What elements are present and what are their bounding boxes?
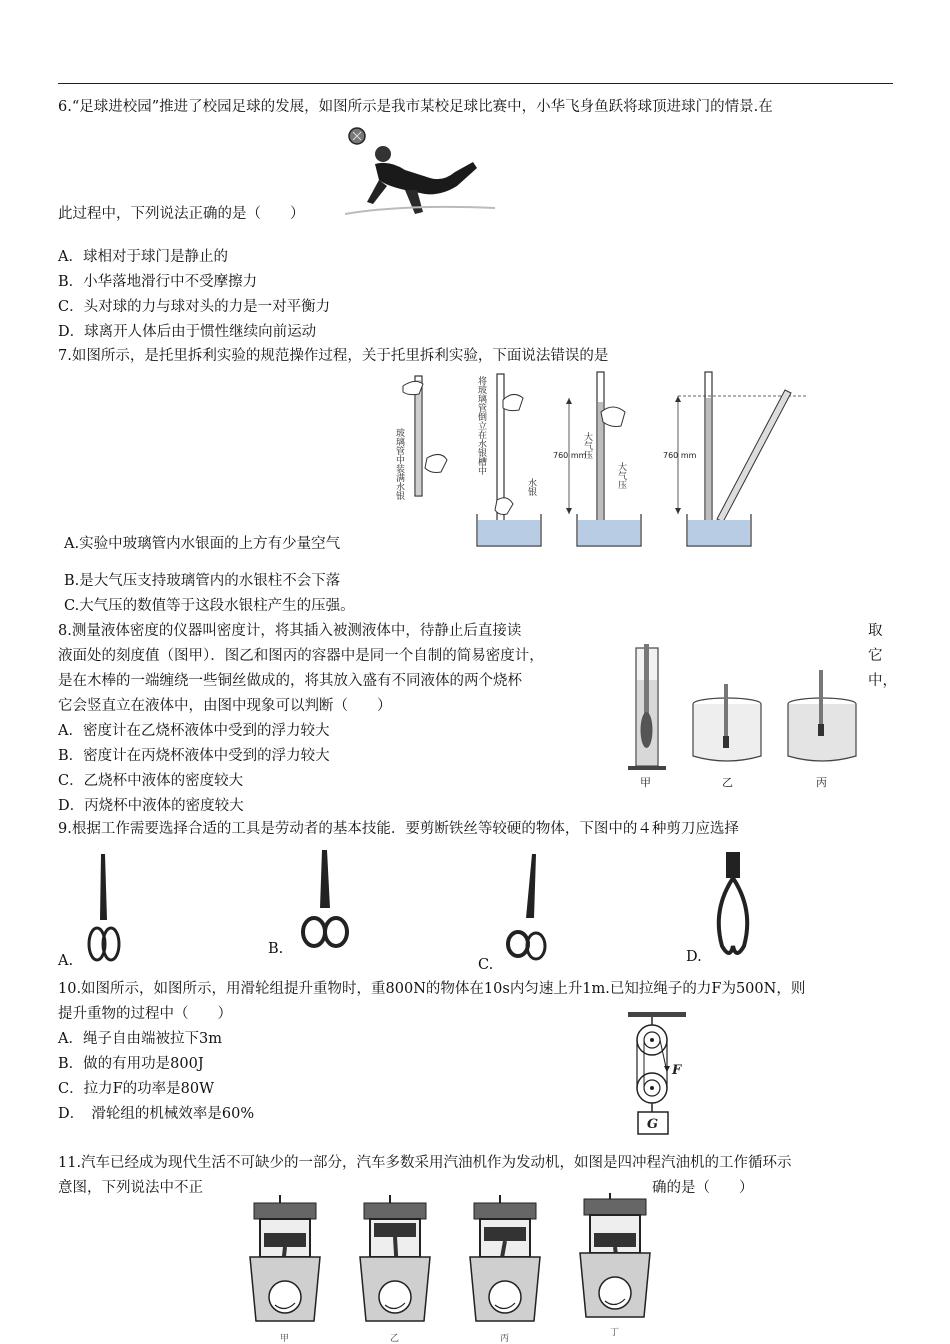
q7-label-mercury: 水银 [526,478,536,496]
q8-label-jia: 甲 [640,776,651,789]
q10-label-weight: G [647,1117,659,1132]
q7-label-760b: 760 mm [663,451,697,460]
q9-scissors-d-figure [710,850,756,962]
q7-stem: 7.如图所示，是托里拆利实验的规范操作过程，关于托里拆利实验，下面说法错误的是 [58,348,609,364]
q6-option-b: B．小华落地滑行中不受摩擦力 [58,274,258,290]
q10-label-force: F [672,1063,682,1078]
q9-stem: 9.根据工作需要选择合适的工具是劳动者的基本技能．要剪断铁丝等较硬的物体，下图中的４种剪刀应选择 [58,821,739,837]
q8-label-bing: 丙 [816,776,827,789]
q10-option-a: A．绳子自由端被拉下3m [58,1031,222,1047]
q6-option-d: D．球离开人体后由于惯性继续向前运动 [58,324,317,340]
q8-option-b: B．密度计在丙烧杯液体中受到的浮力较大 [58,748,330,764]
q9-scissors-a-figure [86,850,122,966]
q8-stem-line2: 液面处的刻度值（图甲）．图乙和图丙的容器中是同一个自制的简易密度计， [58,648,544,664]
q9-label-c[interactable]: C. [478,957,494,973]
q11-label-ding: 丁 [610,1328,620,1338]
q6-stem-line2: 此过程中，下列说法正确的是（ ） [58,206,305,222]
q11-label-yi: 乙 [390,1334,400,1343]
q8-option-c: C．乙烧杯中液体的密度较大 [58,773,244,789]
q6-stem-line1: 6.“足球进校园”推进了校园足球的发展，如图所示是我市某校足球比赛中，小华飞身鱼跃将球顶进球门的情景.在 [58,99,773,115]
q7-label-fill: 玻璃管中装满水银 [394,428,404,500]
q11-stem-line2a: 意图，下列说法中不正 [58,1180,203,1196]
q8-hydrometer-figure [622,640,867,790]
q7-option-a: A.实验中玻璃管内水银面的上方有少量空气 [64,536,341,552]
q8-stem-line3: 是在木棒的一端缠绕一些铜丝做成的，将其放入盛有不同液体的两个烧杯 [58,673,522,689]
q7-label-atm: 大气压 [582,432,592,459]
q7-option-b: B.是大气压支持玻璃管内的水银柱不会下落 [64,573,341,589]
q11-label-jia: 甲 [280,1334,290,1343]
q10-stem-line1: 10.如图所示，如图所示，用滑轮组提升重物时，重800N的物体在10s内匀速上升1m.已知拉绳子的力F为500N，则 [58,981,806,997]
q8-label-yi: 乙 [722,776,733,789]
q10-option-b: B．做的有用功是800J [58,1056,204,1072]
q9-scissors-b-figure [300,848,350,954]
q8-stem-line3-end: 中， [868,673,897,689]
q7-label-atm-right: 大气压 [616,462,626,489]
q7-label-invert: 将玻璃管倒立在水银槽中 [476,376,486,475]
q8-option-d: D．丙烧杯中液体的密度较大 [58,798,244,814]
q9-scissors-c-figure [502,852,550,964]
header-rule [58,83,893,84]
q9-label-d[interactable]: D. [686,949,702,965]
q8-stem-line4: 它会竖直立在液体中，由图中现象可以判断（ ） [58,698,392,714]
q6-option-c: C．头对球的力与球对头的力是一对平衡力 [58,299,331,315]
q11-engine-figure [240,1193,660,1343]
q6-option-a: A．球相对于球门是静止的 [58,249,228,265]
q9-label-a[interactable]: A. [58,953,74,969]
q10-stem-line2: 提升重物的过程中（ ） [58,1006,232,1022]
q7-label-760a: 760 mm [553,451,587,460]
q6-soccer-figure [345,124,495,220]
q8-stem-line1-end: 取 [868,623,883,639]
q7-option-c: C.大气压的数值等于这段水银柱产生的压强。 [64,598,355,614]
q10-option-d: D． 滑轮组的机械效率是60% [58,1106,255,1122]
q8-stem-line1: 8.测量液体密度的仪器叫密度计，将其插入被测液体中，待静止后直接读 [58,623,522,639]
q7-torricelli-figure [385,368,815,550]
q8-option-a: A．密度计在乙烧杯液体中受到的浮力较大 [58,723,330,739]
q10-pulley-figure [622,1010,692,1140]
q8-stem-line2-end: 它 [868,648,883,664]
q10-option-c: C．拉力F的功率是80W [58,1081,215,1097]
q11-stem-line2b: 确的是（ ） [652,1180,754,1196]
q9-label-b[interactable]: B. [268,941,284,957]
q11-label-bing: 丙 [500,1334,510,1343]
q11-stem-line1: 11.汽车已经成为现代生活不可缺少的一部分，汽车多数采用汽油机作为发动机，如图是四冲程汽油机的工作循环示 [58,1155,792,1171]
